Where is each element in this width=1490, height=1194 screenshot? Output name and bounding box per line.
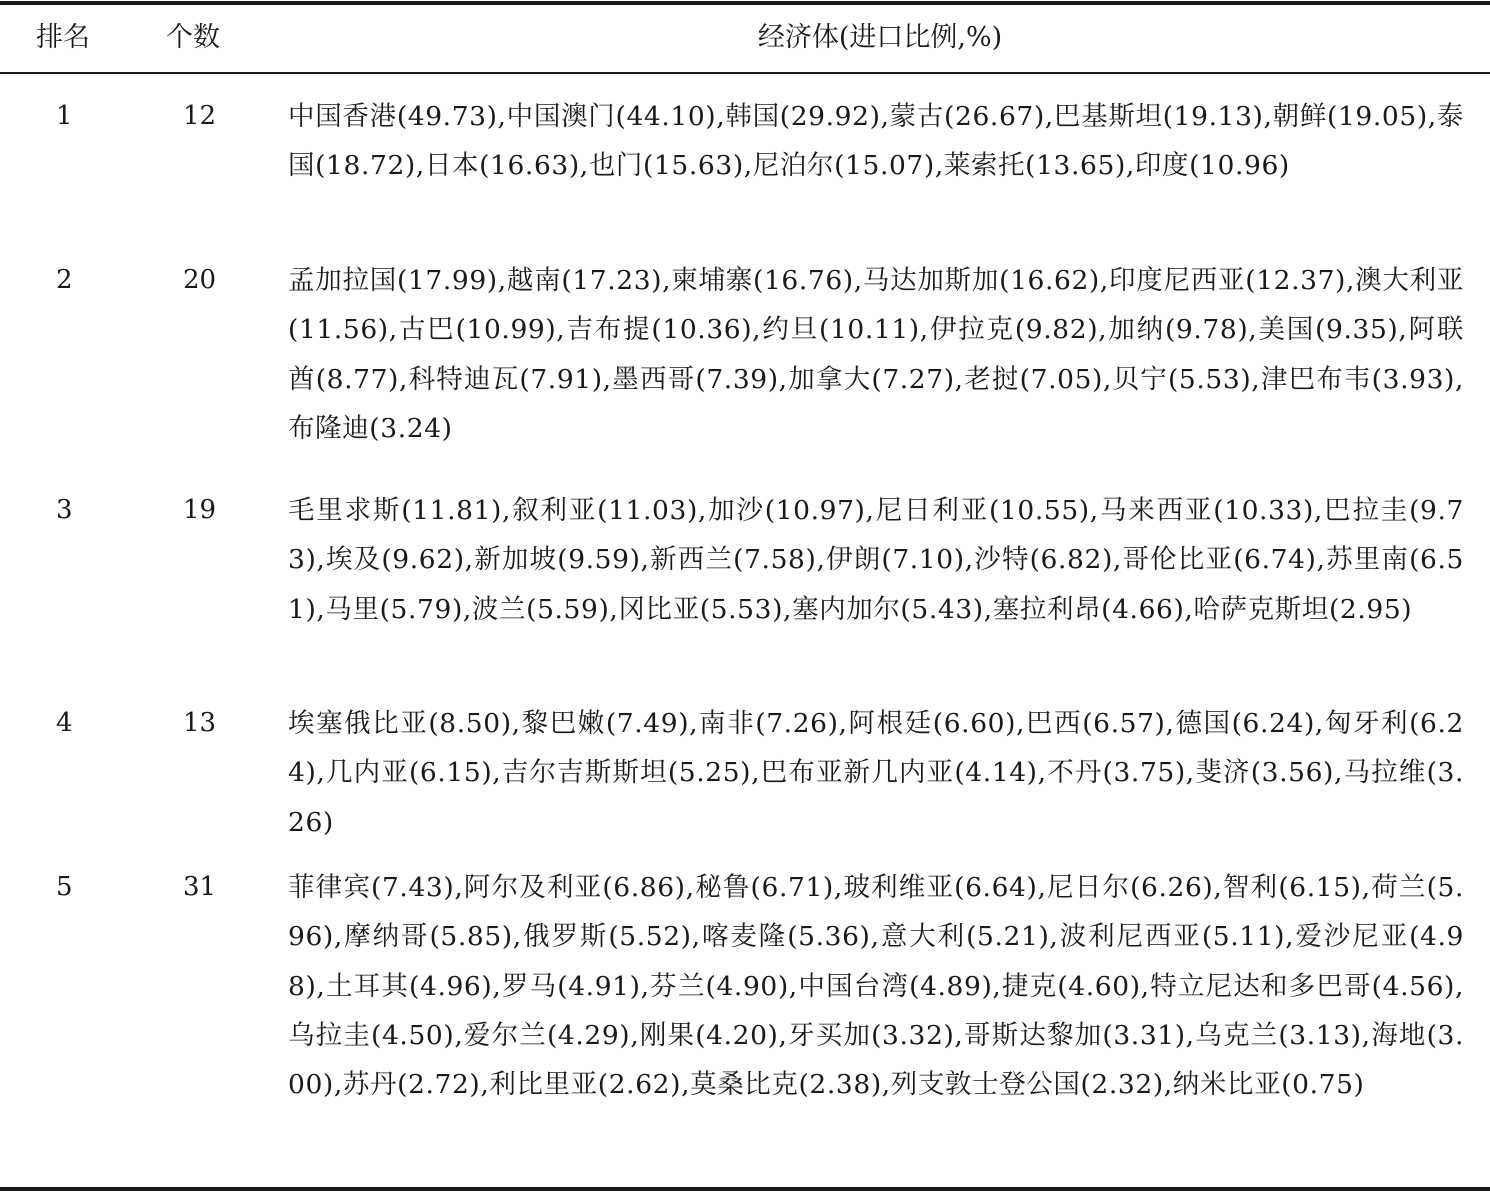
header-economies: 经济体(进口比例,%) [757,22,1003,53]
cell-economies: 菲律宾(7.43),阿尔及利亚(6.86),秘鲁(6.71),玻利维亚(6.64),尼日尔(6.26),智利(6.15),荷兰(5.96),摩纳哥(5.85),俄罗斯(5.52),喀麦隆(5.36),意大利(5.21),波利尼西亚(5.11),爱沙尼亚(4.98),土耳其(4.96),罗马(4.91),芬兰(4.90),中国台湾(4.89),捷克(4.60),特立尼达和多巴哥(4.56),乌拉圭(4.50),爱尔兰(4.29),刚果(4.20),牙买加(3.32),哥斯达黎加(3.31),乌克兰(3.13),海地(3.00),苏丹(2.72),利比里亚(2.62),莫桑比克(2.38),列支敦士登公国(2.32),纳米比亚(0.75) [288,872,1464,1101]
cell-count: 31 [183,872,217,902]
cell-rank: 1 [56,101,73,131]
cell-count: 19 [183,495,217,525]
header-count: 个数 [166,22,220,53]
cell-economies: 孟加拉国(17.99),越南(17.23),柬埔寨(16.76),马达加斯加(16.62),印度尼西亚(12.37),澳大利亚(11.56),古巴(10.99),吉布提(10.36),约旦(10.11),伊拉克(9.82),加纳(9.78),美国(9.35),阿联酋(8.77),科特迪瓦(7.91),墨西哥(7.39),加拿大(7.27),老挝(7.05),贝宁(5.53),津巴布韦(3.93),布隆迪(3.24) [288,265,1464,444]
cell-economies: 中国香港(49.73),中国澳门(44.10),韩国(29.92),蒙古(26.67),巴基斯坦(19.13),朝鲜(19.05),泰国(18.72),日本(16.63),也门(15.63),尼泊尔(15.07),莱索托(13.65),印度(10.96) [288,101,1464,182]
cell-rank: 2 [56,265,73,295]
cell-count: 20 [183,265,217,295]
cell-rank: 4 [56,708,73,738]
cell-economies: 毛里求斯(11.81),叙利亚(11.03),加沙(10.97),尼日利亚(10.55),马来西亚(10.33),巴拉圭(9.73),埃及(9.62),新加坡(9.59),新西兰(7.58),伊朗(7.10),沙特(6.82),哥伦比亚(6.74),苏里南(6.51),马里(5.79),波兰(5.59),冈比亚(5.53),塞内加尔(5.43),塞拉利昂(4.66),哈萨克斯坦(2.95) [288,495,1464,625]
table-top-rule [0,1,1490,5]
table-header-rule [0,72,1490,74]
cell-count: 13 [183,708,217,738]
cell-count: 12 [183,101,217,131]
cell-rank: 5 [56,872,73,902]
cell-economies: 埃塞俄比亚(8.50),黎巴嫩(7.49),南非(7.26),阿根廷(6.60),巴西(6.57),德国(6.24),匈牙利(6.24),几内亚(6.15),吉尔吉斯斯坦(5.25),巴布亚新几内亚(4.14),不丹(3.75),斐济(3.56),马拉维(3.26) [288,708,1464,838]
cell-rank: 3 [56,495,73,525]
header-rank: 排名 [36,22,90,53]
table-bottom-rule [0,1187,1490,1191]
